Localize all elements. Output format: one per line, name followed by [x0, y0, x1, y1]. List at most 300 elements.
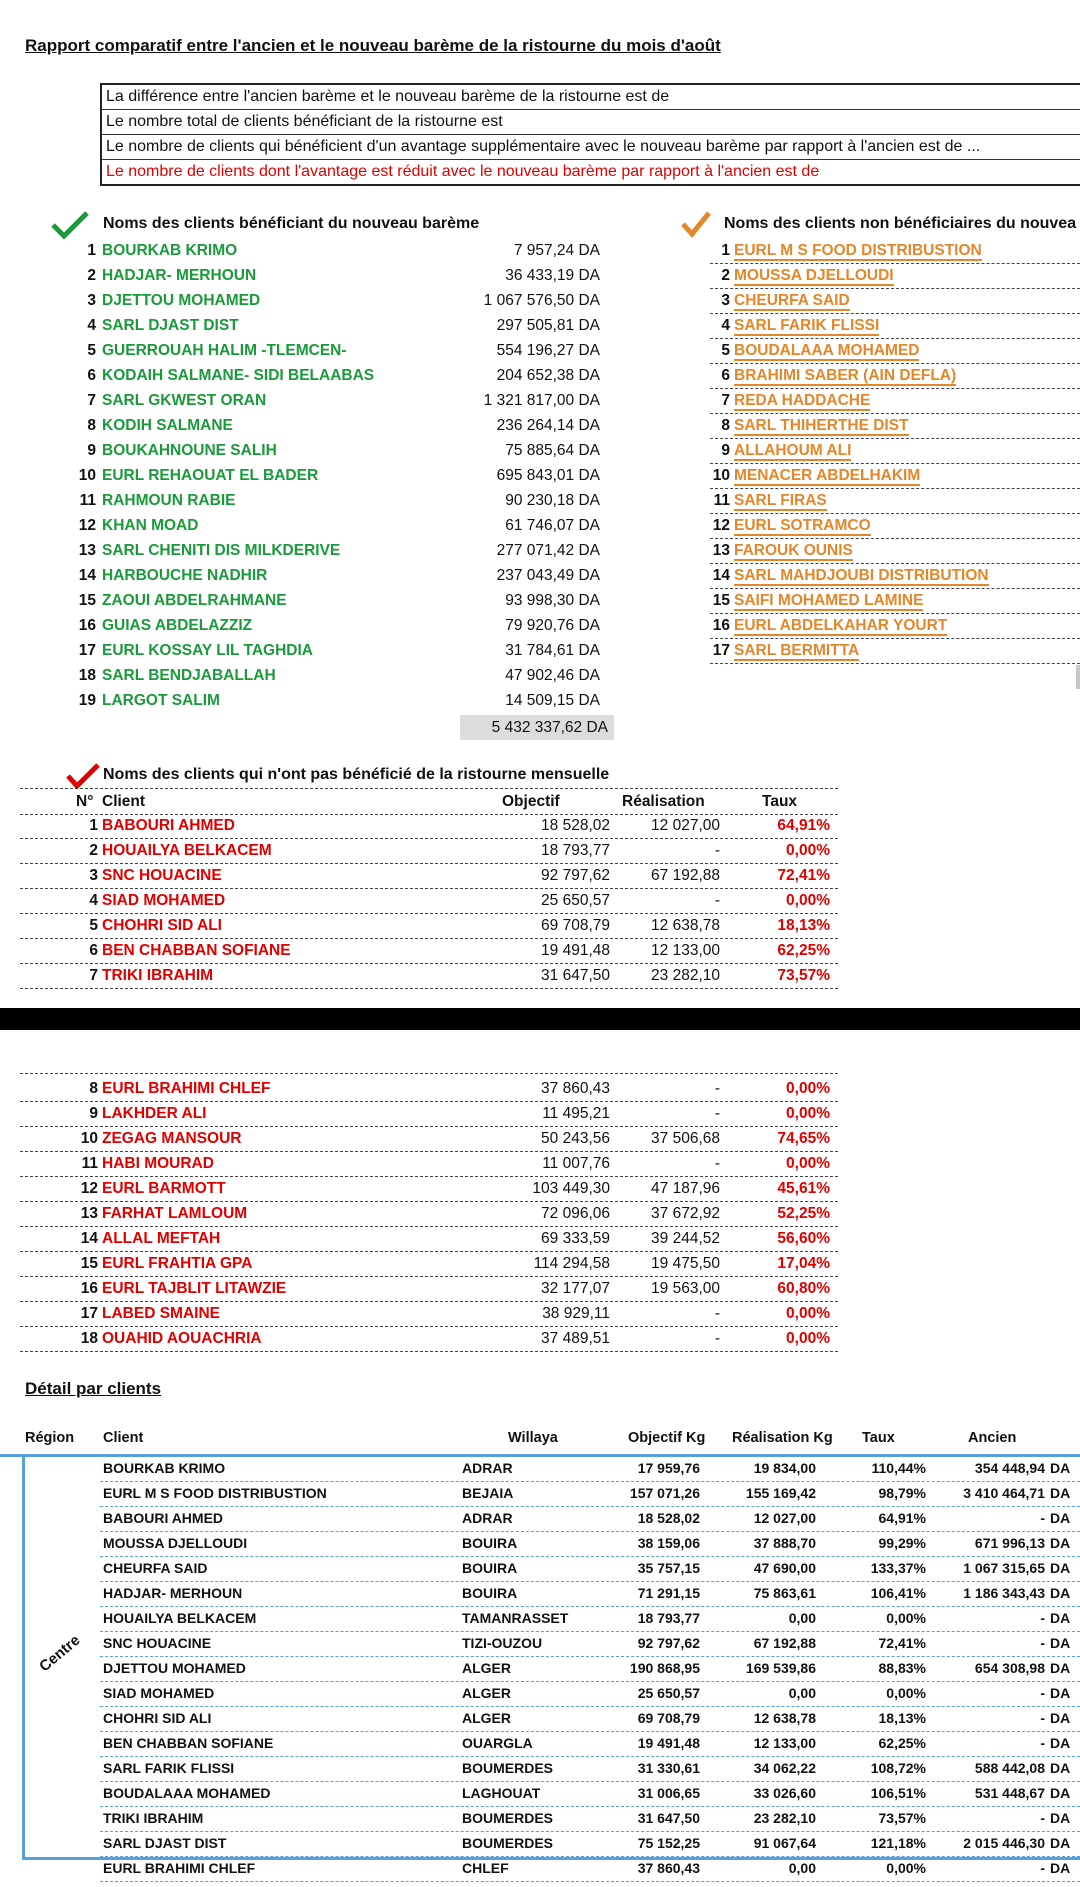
client-name: TRIKI IBRAHIM: [102, 967, 214, 984]
objectif-value: 19 491,48: [541, 942, 610, 959]
client-name: SARL THIHERTHE DIST: [734, 417, 909, 434]
objectif-value: 18 793,77: [541, 842, 610, 859]
row-number: 12: [78, 517, 96, 534]
objectif-kg: 18 793,77: [637, 1610, 700, 1626]
willaya: BOUMERDES: [462, 1810, 554, 1826]
realisation-kg: 47 690,00: [753, 1560, 816, 1576]
non-beneficiary-row: [710, 438, 1080, 464]
client-amount: 47 902,46 DA: [505, 667, 600, 684]
client-name: REDA HADDACHE: [734, 392, 871, 409]
currency: DA: [1050, 1485, 1071, 1501]
detail-row: [100, 1556, 1080, 1582]
ancien: 654 308,98: [974, 1660, 1045, 1676]
summary-line: Le nombre de clients qui bénéficient d'un avantage supplémentaire avec le nouveau barème par rapport à l'ancien est de ...: [102, 135, 1080, 160]
no-rebate-row: [20, 1276, 838, 1302]
client-name: GUERROUAH HALIM -TLEMCEN-: [102, 342, 347, 359]
client-name: EURL M S FOOD DISTRIBUSTION: [103, 1485, 327, 1501]
realisation-kg: 12 027,00: [753, 1510, 816, 1526]
beneficiaries-total: 5 432 337,62 DA: [460, 715, 614, 740]
client-name: SARL FARIK FLISSI: [103, 1760, 235, 1776]
row-number: 16: [80, 1280, 98, 1297]
client-name: SARL BERMITTA: [734, 642, 860, 659]
objectif-kg: 38 159,06: [637, 1535, 700, 1551]
col-client: Client: [102, 793, 146, 810]
detail-row: [100, 1856, 1080, 1882]
detail-header: [0, 1430, 1080, 1457]
currency: DA: [1050, 1710, 1071, 1726]
summary-line: La différence entre l'ancien barème et le nouveau barème de la ristourne est de: [102, 85, 1080, 110]
taux-value: 0,00%: [786, 892, 830, 909]
objectif-value: 69 708,79: [541, 917, 610, 934]
taux-value: 74,65%: [777, 1130, 830, 1147]
client-name: BABOURI AHMED: [102, 817, 235, 834]
detail-row: [100, 1506, 1080, 1532]
client-name: SIAD MOHAMED: [102, 892, 226, 909]
client-name: EURL TAJBLIT LITAWZIE: [102, 1280, 287, 1297]
client-amount: 75 885,64 DA: [505, 442, 600, 459]
client-amount: 90 230,18 DA: [505, 492, 600, 509]
beneficiary-row: [60, 238, 620, 263]
client-name: SARL CHENITI DIS MILKDERIVE: [102, 542, 341, 559]
taux-value: 72,41%: [777, 867, 830, 884]
non-beneficiary-row: [710, 263, 1080, 289]
objectif-value: 32 177,07: [541, 1280, 610, 1297]
client-name: ZEGAG MANSOUR: [102, 1130, 242, 1147]
col-taux: Taux: [762, 793, 798, 810]
detail-row: [100, 1481, 1080, 1507]
objectif-kg: 92 797,62: [637, 1635, 700, 1651]
row-number: 1: [87, 242, 96, 259]
no-rebate-row: [20, 1251, 838, 1277]
beneficiaries-header: Noms des clients bénéficiant du nouveau barème: [103, 215, 480, 232]
row-number: 12: [712, 517, 730, 534]
client-name: BOUDALAAA MOHAMED: [734, 342, 920, 359]
client-name: BOUDALAAA MOHAMED: [103, 1785, 271, 1801]
non-beneficiary-row: [710, 638, 1080, 664]
row-number: 15: [712, 592, 730, 609]
beneficiary-row: [60, 613, 620, 638]
no-rebate-row: [20, 888, 838, 914]
non-beneficiary-row: [710, 313, 1080, 339]
taux: 108,72%: [870, 1760, 926, 1776]
realisation-kg: 33 026,60: [753, 1785, 816, 1801]
realisation-value: -: [714, 1105, 720, 1122]
client-name: SARL FIRAS: [734, 492, 827, 509]
objectif-value: 37 860,43: [541, 1080, 610, 1097]
client-name: EURL SOTRAMCO: [734, 517, 871, 534]
ancien: 531 448,67: [974, 1785, 1045, 1801]
willaya: CHLEF: [462, 1860, 509, 1876]
ancien: 2 015 446,30: [963, 1835, 1045, 1851]
realisation-value: 39 244,52: [651, 1230, 720, 1247]
client-name: EURL BARMOTT: [102, 1180, 226, 1197]
row-number: 16: [712, 617, 730, 634]
objectif-value: 103 449,30: [532, 1180, 610, 1197]
report-title: Rapport comparatif entre l'ancien et le nouveau barème de la ristourne du mois d'août: [25, 36, 721, 55]
taux-value: 56,60%: [777, 1230, 830, 1247]
row-number: 11: [81, 1155, 98, 1172]
objectif-value: 11 007,76: [542, 1155, 610, 1172]
objectif-value: 37 489,51: [541, 1330, 610, 1347]
beneficiary-row: [60, 563, 620, 588]
row-number: 16: [78, 617, 96, 634]
row-number: 17: [80, 1305, 98, 1322]
willaya: LAGHOUAT: [462, 1785, 541, 1801]
client-name: HABI MOURAD: [102, 1155, 214, 1172]
client-name: ALLAL MEFTAH: [102, 1230, 221, 1247]
willaya: TAMANRASSET: [462, 1610, 569, 1626]
client-amount: 79 920,76 DA: [505, 617, 600, 634]
realisation-kg: 37 888,70: [753, 1535, 816, 1551]
ancien: 588 442,08: [974, 1760, 1045, 1776]
taux: 99,29%: [878, 1535, 926, 1551]
client-name: ALLAHOUM ALI: [734, 442, 852, 459]
willaya: BOUMERDES: [462, 1760, 554, 1776]
taux-value: 73,57%: [777, 967, 830, 984]
willaya: BOUIRA: [462, 1535, 518, 1551]
objectif-kg: 19 491,48: [637, 1735, 700, 1751]
beneficiary-row: [60, 288, 620, 313]
currency: DA: [1050, 1735, 1071, 1751]
realisation-value: -: [714, 1330, 720, 1347]
currency: DA: [1050, 1610, 1071, 1626]
row-number: 7: [721, 392, 730, 409]
taux: 73,57%: [878, 1810, 926, 1826]
client-amount: 695 843,01 DA: [496, 467, 600, 484]
client-name: LAKHDER ALI: [102, 1105, 207, 1122]
row-number: 17: [712, 642, 730, 659]
no-rebate-row: [20, 938, 838, 964]
beneficiary-row: [60, 313, 620, 338]
client-name: LARGOT SALIM: [102, 692, 220, 709]
summary-box: [100, 83, 1080, 186]
realisation-kg: 12 133,00: [753, 1735, 816, 1751]
realisation-value: 12 638,78: [651, 917, 720, 934]
client-name: CHOHRI SID ALI: [103, 1710, 212, 1726]
realisation-kg: 23 282,10: [753, 1810, 816, 1826]
willaya: ALGER: [462, 1660, 511, 1676]
col-n: N°: [76, 793, 94, 810]
client-name: LABED SMAINE: [102, 1305, 220, 1322]
objectif-value: 38 929,11: [542, 1305, 610, 1322]
row-number: 5: [87, 342, 96, 359]
client-name: CHOHRI SID ALI: [102, 917, 222, 934]
objectif-kg: 17 959,76: [637, 1460, 700, 1476]
row-number: 9: [721, 442, 730, 459]
objectif-value: 25 650,57: [541, 892, 610, 909]
detail-row: [100, 1756, 1080, 1782]
realisation-value: 23 282,10: [651, 967, 720, 984]
row-number: 10: [78, 467, 96, 484]
non-beneficiary-row: [710, 488, 1080, 514]
row-number: 10: [712, 467, 730, 484]
detail-row: [100, 1731, 1080, 1757]
client-name: SARL MAHDJOUBI DISTRIBUTION: [734, 567, 989, 584]
beneficiary-row: [60, 688, 620, 713]
taux-value: 60,80%: [777, 1280, 830, 1297]
realisation-value: 37 672,92: [651, 1205, 720, 1222]
currency: DA: [1050, 1510, 1071, 1526]
objectif-kg: 71 291,15: [637, 1585, 700, 1601]
client-amount: 1 067 576,50 DA: [483, 292, 600, 309]
realisation-value: -: [714, 1305, 720, 1322]
client-name: BEN CHABBAN SOFIANE: [103, 1735, 274, 1751]
client-name: EURL M S FOOD DISTRIBUSTION: [734, 242, 982, 259]
currency: DA: [1050, 1560, 1071, 1576]
no-rebate-row: [20, 913, 838, 939]
non-beneficiary-row: [710, 338, 1080, 364]
currency: DA: [1050, 1535, 1071, 1551]
row-number: 14: [80, 1230, 98, 1247]
row-number: 14: [712, 567, 730, 584]
row-number: 4: [721, 317, 730, 334]
no-rebate-row: [20, 1151, 838, 1177]
row-number: 15: [80, 1255, 98, 1272]
client-name: BOUKAHNOUNE SALIH: [102, 442, 277, 459]
objectif-value: 92 797,62: [541, 867, 610, 884]
no-rebate-row: [20, 1226, 838, 1252]
client-name: MOUSSA DJELLOUDI: [734, 267, 894, 284]
client-name: HOUAILYA BELKACEM: [103, 1610, 257, 1626]
client-name: GUIAS ABDELAZZIZ: [102, 617, 253, 634]
non-beneficiary-row: [710, 563, 1080, 589]
client-name: SARL BENDJABALLAH: [102, 667, 276, 684]
taux-value: 0,00%: [786, 1155, 830, 1172]
taux: 106,51%: [870, 1785, 926, 1801]
client-amount: 7 957,24 DA: [513, 242, 600, 259]
row-number: 4: [87, 317, 96, 334]
client-name: BEN CHABBAN SOFIANE: [102, 942, 291, 959]
beneficiary-row: [60, 388, 620, 413]
client-amount: 93 998,30 DA: [505, 592, 600, 609]
page-separator: [0, 1008, 1080, 1030]
beneficiary-row: [60, 513, 620, 538]
taux: 0,00%: [886, 1610, 926, 1626]
non-beneficiary-row: [710, 538, 1080, 564]
ancien: -: [1040, 1710, 1045, 1726]
client-name: EURL BRAHIMI CHLEF: [102, 1080, 271, 1097]
realisation-value: 47 187,96: [651, 1180, 720, 1197]
detail-row: [100, 1631, 1080, 1657]
row-number: 18: [80, 1330, 98, 1347]
non-beneficiary-row: [710, 613, 1080, 639]
taux-value: 0,00%: [786, 842, 830, 859]
client-amount: 237 043,49 DA: [496, 567, 600, 584]
realisation-value: 12 027,00: [651, 817, 720, 834]
objectif-kg: 157 071,26: [629, 1485, 700, 1501]
client-name: FAROUK OUNIS: [734, 542, 853, 559]
row-number: 11: [79, 492, 96, 509]
row-number: 13: [712, 542, 730, 559]
row-number: 8: [721, 417, 730, 434]
willaya: BOUMERDES: [462, 1835, 554, 1851]
ancien: 1 186 343,43: [963, 1585, 1045, 1601]
client-amount: 277 071,42 DA: [496, 542, 600, 559]
client-amount: 204 652,38 DA: [496, 367, 600, 384]
taux-value: 52,25%: [777, 1205, 830, 1222]
objectif-kg: 31 330,61: [637, 1760, 700, 1776]
beneficiary-row: [60, 413, 620, 438]
taux: 110,44%: [871, 1460, 926, 1476]
col-willaya: Willaya: [508, 1430, 558, 1446]
realisation-kg: 12 638,78: [753, 1710, 816, 1726]
realisation-kg: 34 062,22: [753, 1760, 816, 1776]
taux: 98,79%: [878, 1485, 926, 1501]
row-number: 1: [89, 817, 98, 834]
non-beneficiary-row: [710, 363, 1080, 389]
objectif-kg: 35 757,15: [637, 1560, 700, 1576]
detail-row: [100, 1681, 1080, 1707]
client-name: BOURKAB KRIMO: [103, 1460, 226, 1476]
realisation-value: 19 475,50: [651, 1255, 720, 1272]
client-name: HADJAR- MERHOUN: [102, 267, 257, 284]
currency: DA: [1050, 1585, 1071, 1601]
taux: 64,91%: [878, 1510, 926, 1526]
beneficiary-row: [60, 538, 620, 563]
objectif-value: 11 495,21: [542, 1105, 610, 1122]
taux-value: 0,00%: [786, 1330, 830, 1347]
non-beneficiary-row: [710, 513, 1080, 539]
row-number: 9: [89, 1105, 98, 1122]
non-beneficiary-row: [710, 588, 1080, 614]
client-amount: 14 509,15 DA: [505, 692, 600, 709]
client-amount: 236 264,14 DA: [496, 417, 600, 434]
row-number: 2: [721, 267, 730, 284]
client-name: KODAIH SALMANE- SIDI BELAABAS: [102, 367, 375, 384]
client-name: SNC HOUACINE: [102, 867, 222, 884]
row-number: 6: [87, 367, 96, 384]
client-name: SARL DJAST DIST: [102, 317, 239, 334]
currency: DA: [1050, 1460, 1071, 1476]
detail-row: [100, 1831, 1080, 1857]
taux-value: 17,04%: [777, 1255, 830, 1272]
realisation-value: -: [714, 892, 720, 909]
col-ancien: Ancien: [968, 1430, 1017, 1446]
row-number: 15: [78, 592, 96, 609]
realisation-kg: 19 834,00: [753, 1460, 816, 1476]
objectif-kg: 25 650,57: [637, 1685, 700, 1701]
objectif-value: 72 096,06: [541, 1205, 610, 1222]
client-name: DJETTOU MOHAMED: [103, 1660, 246, 1676]
detail-row: [100, 1806, 1080, 1832]
taux-value: 62,25%: [777, 942, 830, 959]
row-number: 13: [78, 542, 96, 559]
row-number: 19: [78, 692, 96, 709]
summary-line: Le nombre total de clients bénéficiant de la ristourne est: [102, 110, 1080, 135]
willaya: ADRAR: [462, 1510, 513, 1526]
non-beneficiary-row: [710, 388, 1080, 414]
objectif-kg: 190 868,95: [629, 1660, 700, 1676]
region-label: Centre: [36, 1631, 84, 1676]
beneficiary-row: [60, 488, 620, 513]
summary-line: Le nombre de clients dont l'avantage est réduit avec le nouveau barème par rapport à l'ancien est de: [106, 163, 820, 180]
ancien: -: [1040, 1735, 1045, 1751]
no-rebate-row: [20, 1326, 838, 1352]
client-name: BOURKAB KRIMO: [102, 242, 238, 259]
row-number: 18: [78, 667, 96, 684]
currency: DA: [1050, 1660, 1071, 1676]
orange-check-icon: [680, 210, 712, 238]
client-name: SNC HOUACINE: [103, 1635, 212, 1651]
no-rebate-header: Noms des clients qui n'ont pas bénéficié de la ristourne mensuelle: [103, 766, 610, 783]
row-number: 7: [89, 967, 98, 984]
realisation-kg: 75 863,61: [753, 1585, 816, 1601]
currency: DA: [1050, 1835, 1071, 1851]
taux: 88,83%: [878, 1660, 926, 1676]
row-number: 4: [89, 892, 98, 909]
beneficiary-row: [60, 263, 620, 288]
realisation-kg: 91 067,64: [753, 1835, 816, 1851]
ancien: -: [1040, 1685, 1045, 1701]
client-name: MOUSSA DJELLOUDI: [103, 1535, 248, 1551]
no-rebate-row: [20, 1176, 838, 1202]
taux: 72,41%: [878, 1635, 926, 1651]
currency: DA: [1050, 1685, 1071, 1701]
client-name: HOUAILYA BELKACEM: [102, 842, 272, 859]
row-number: 2: [89, 842, 98, 859]
client-name: SAIFI MOHAMED LAMINE: [734, 592, 924, 609]
realisation-value: 67 192,88: [651, 867, 720, 884]
client-name: EURL BRAHIMI CHLEF: [103, 1860, 256, 1876]
client-name: KODIH SALMANE: [102, 417, 233, 434]
taux-value: 45,61%: [777, 1180, 830, 1197]
col-region: Région: [25, 1430, 75, 1446]
taux: 133,37%: [870, 1560, 926, 1576]
willaya: ALGER: [462, 1685, 511, 1701]
willaya: BEJAIA: [462, 1485, 514, 1501]
col-taux: Taux: [862, 1430, 895, 1446]
client-name: TRIKI IBRAHIM: [103, 1810, 204, 1826]
taux: 0,00%: [886, 1685, 926, 1701]
no-rebate-row: [20, 838, 838, 864]
client-name: HADJAR- MERHOUN: [103, 1585, 243, 1601]
ancien: -: [1040, 1810, 1045, 1826]
ancien: 3 410 464,71: [963, 1485, 1045, 1501]
no-rebate-row: [20, 1101, 838, 1127]
row-number: 1: [721, 242, 730, 259]
willaya: ADRAR: [462, 1460, 513, 1476]
taux: 62,25%: [878, 1735, 926, 1751]
col-realisation: Réalisation: [622, 793, 705, 810]
beneficiary-row: [60, 638, 620, 663]
client-name: FARHAT LAMLOUM: [102, 1205, 248, 1222]
ancien: 1 067 315,65: [963, 1560, 1045, 1576]
realisation-kg: 0,00: [788, 1610, 816, 1626]
client-amount: 297 505,81 DA: [496, 317, 600, 334]
red-check-icon: [65, 762, 101, 790]
non-beneficiary-row: [710, 238, 1080, 264]
client-name: CHEURFA SAID: [103, 1560, 208, 1576]
client-name: BRAHIMI SABER (AIN DEFLA): [734, 367, 957, 384]
client-amount: 1 321 817,00 DA: [483, 392, 600, 409]
no-rebate-row: [20, 1201, 838, 1227]
ancien: -: [1040, 1635, 1045, 1651]
col-objectif: Objectif: [502, 793, 560, 810]
objectif-value: 18 528,02: [541, 817, 610, 834]
taux-value: 0,00%: [786, 1105, 830, 1122]
ancien: 671 996,13: [974, 1535, 1045, 1551]
currency: DA: [1050, 1860, 1071, 1876]
client-amount: 554 196,27 DA: [496, 342, 600, 359]
client-amount: 36 433,19 DA: [505, 267, 600, 284]
realisation-value: -: [714, 1155, 720, 1172]
objectif-value: 69 333,59: [541, 1230, 610, 1247]
willaya: BOUIRA: [462, 1585, 518, 1601]
taux: 18,13%: [878, 1710, 926, 1726]
client-amount: 61 746,07 DA: [505, 517, 600, 534]
row-number: 9: [87, 442, 96, 459]
row-number: 6: [89, 942, 98, 959]
